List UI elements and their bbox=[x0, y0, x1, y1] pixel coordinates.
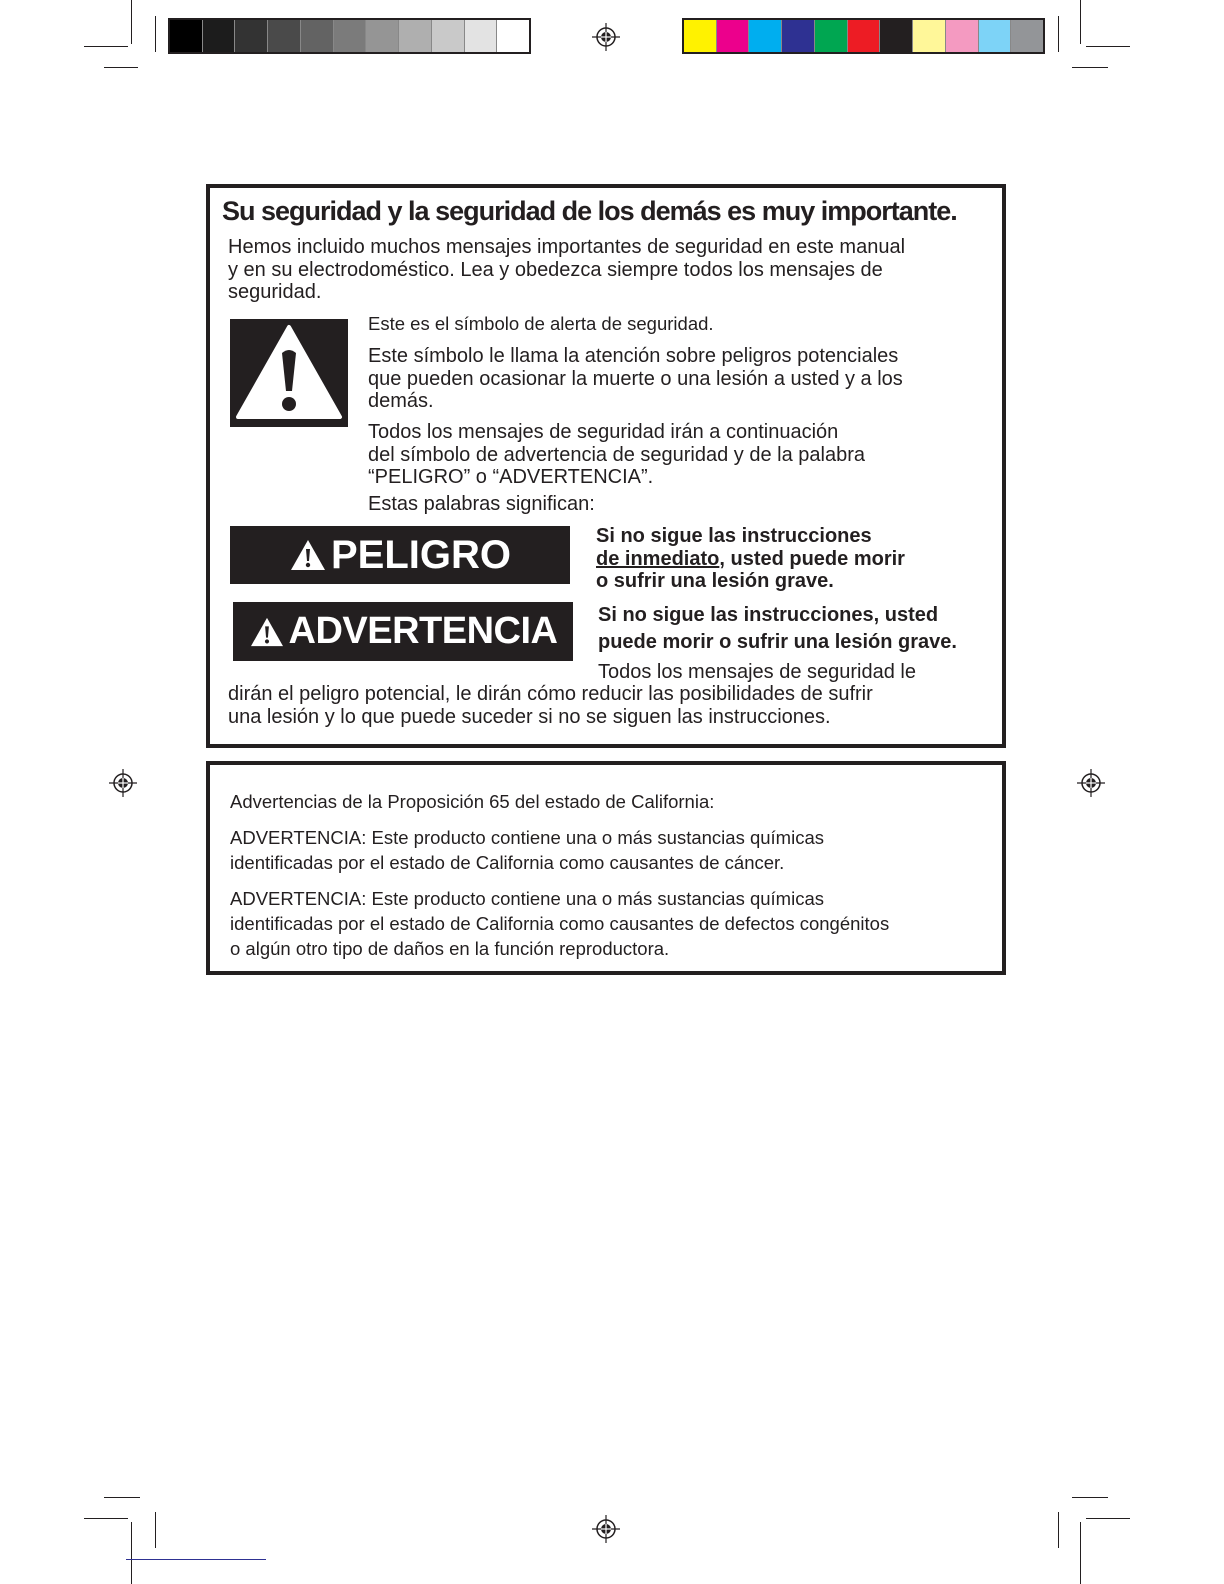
text-line: seguridad. bbox=[228, 281, 322, 303]
text-line: puede morir o sufrir una lesión grave. bbox=[598, 631, 957, 653]
text-line: “PELIGRO” o “ADVERTENCIA”. bbox=[368, 466, 654, 488]
prop65-box bbox=[206, 761, 1006, 975]
color-swatch bbox=[465, 20, 498, 52]
closing-lines bbox=[228, 683, 873, 728]
danger-label-text: PELIGRO bbox=[330, 532, 512, 577]
registration-mark-icon bbox=[592, 1515, 620, 1543]
color-swatch bbox=[203, 20, 236, 52]
text-line: o sufrir una lesión grave. bbox=[596, 570, 834, 592]
text-line: que pueden ocasionar la muerte o una lesión a usted y a los bbox=[368, 367, 903, 390]
text-line: demás. bbox=[368, 390, 434, 412]
warning-description bbox=[598, 602, 957, 656]
text-segment: , usted puede morir bbox=[719, 547, 905, 570]
danger-label bbox=[230, 526, 570, 584]
crop-mark bbox=[131, 0, 132, 44]
crop-mark bbox=[1080, 0, 1081, 44]
warning-triangle-icon bbox=[249, 616, 285, 648]
words-mean: Estas palabras significan: bbox=[368, 493, 595, 515]
color-swatch bbox=[366, 20, 399, 52]
color-swatch bbox=[399, 20, 432, 52]
color-swatch bbox=[235, 20, 268, 52]
color-swatch bbox=[301, 20, 334, 52]
text-line: identificadas por el estado de California como causantes de cáncer. bbox=[230, 852, 785, 873]
underlined-text: de inmediato bbox=[596, 547, 720, 570]
safety-alert-triangle-icon bbox=[230, 319, 348, 427]
prop65-heading: Advertencias de la Proposición 65 del estado de California: bbox=[230, 791, 715, 812]
crop-mark bbox=[1072, 1497, 1108, 1498]
crop-mark bbox=[1072, 67, 1108, 68]
safety-title: Su seguridad y la seguridad de los demás es muy importante. bbox=[222, 196, 957, 226]
symbol-description bbox=[368, 345, 903, 413]
crop-mark bbox=[104, 1497, 140, 1498]
color-swatch bbox=[913, 20, 946, 52]
text-line bbox=[596, 548, 905, 571]
color-swatch bbox=[717, 20, 750, 52]
color-swatch bbox=[782, 20, 815, 52]
crop-mark bbox=[1080, 1522, 1081, 1584]
color-swatch bbox=[749, 20, 782, 52]
safety-alert-symbol bbox=[230, 319, 348, 427]
safety-box bbox=[206, 184, 1006, 748]
crop-mark bbox=[155, 16, 156, 52]
color-swatch bbox=[880, 20, 913, 52]
color-swatch bbox=[946, 20, 979, 52]
color-bar bbox=[682, 18, 1045, 54]
text-line: del símbolo de advertencia de seguridad y de la palabra bbox=[368, 443, 865, 466]
crop-mark bbox=[104, 67, 138, 68]
warning-label-text: ADVERTENCIA bbox=[288, 610, 558, 652]
color-swatch bbox=[684, 20, 717, 52]
color-swatch bbox=[334, 20, 367, 52]
crop-mark bbox=[1086, 46, 1130, 47]
warning-label bbox=[233, 602, 573, 661]
text-line: ADVERTENCIA: Este producto contiene una o más sustancias químicas bbox=[230, 888, 824, 909]
color-swatch bbox=[268, 20, 301, 52]
text-line: y en su electrodoméstico. Lea y obedezca siempre todos los mensajes de bbox=[228, 258, 883, 281]
closing-line-1: Todos los mensajes de seguridad le bbox=[598, 661, 916, 683]
text-line: Todos los mensajes de seguridad irán a continuación bbox=[368, 421, 839, 443]
prop65-warning-2 bbox=[230, 886, 889, 961]
crop-mark bbox=[84, 46, 128, 47]
crop-mark bbox=[1086, 1518, 1130, 1519]
color-swatch bbox=[432, 20, 465, 52]
color-swatch bbox=[815, 20, 848, 52]
crop-mark bbox=[84, 1518, 128, 1519]
text-line: dirán el peligro potencial, le dirán cómo reducir las posibilidades de sufrir bbox=[228, 683, 873, 705]
crop-mark bbox=[155, 1512, 156, 1548]
text-line: Este símbolo le llama la atención sobre peligros potenciales bbox=[368, 345, 899, 367]
text-line: Hemos incluido muchos mensajes importantes de seguridad en este manual bbox=[228, 236, 906, 258]
text-line: una lesión y lo que puede suceder si no se siguen las instrucciones. bbox=[228, 705, 831, 728]
crop-mark bbox=[126, 1559, 266, 1560]
follow-description bbox=[368, 421, 865, 489]
text-line: o algún otro tipo de daños en la función reproductora. bbox=[230, 938, 670, 959]
symbol-caption: Este es el símbolo de alerta de seguridad. bbox=[368, 313, 714, 334]
crop-mark bbox=[131, 1522, 132, 1584]
color-swatch bbox=[170, 20, 203, 52]
safety-intro bbox=[228, 236, 905, 304]
registration-mark-icon bbox=[592, 23, 620, 51]
text-line: Si no sigue las instrucciones bbox=[596, 525, 872, 547]
warning-triangle-icon bbox=[289, 538, 327, 572]
color-swatch bbox=[848, 20, 881, 52]
color-swatch bbox=[979, 20, 1012, 52]
danger-description bbox=[596, 525, 905, 593]
prop65-warning-1 bbox=[230, 825, 824, 875]
crop-mark bbox=[1058, 16, 1059, 52]
registration-mark-icon bbox=[1077, 769, 1105, 797]
color-swatch bbox=[497, 20, 529, 52]
text-line: Si no sigue las instrucciones, usted bbox=[598, 604, 939, 626]
crop-mark bbox=[1058, 1512, 1059, 1548]
registration-mark-icon bbox=[109, 769, 137, 797]
color-swatch bbox=[1011, 20, 1043, 52]
grayscale-bar bbox=[168, 18, 531, 54]
text-line: identificadas por el estado de California como causantes de defectos congénitos bbox=[230, 913, 890, 934]
text-line: ADVERTENCIA: Este producto contiene una o más sustancias químicas bbox=[230, 827, 824, 848]
